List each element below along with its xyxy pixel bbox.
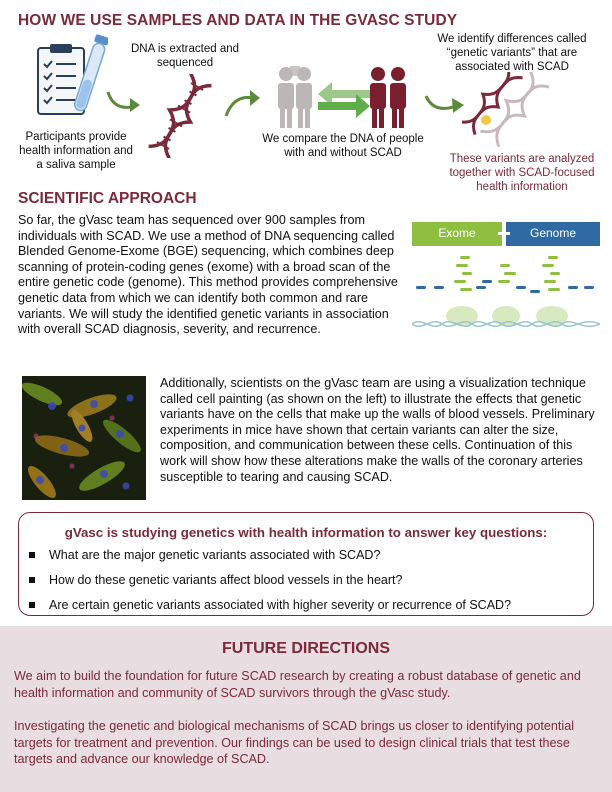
- approach-paragraph-2: Additionally, scientists on the gVasc team are using a visualization technique called cell painting (as shown on the left) to illustrate the effects that genetic variants have on the cells that make up the walls of blood vessels. Preliminary experiments in mice have shown that certain variants can alter the size, composition, and communication between these cells. Continuation of this work will show how these alterations make the walls of the coronary arteries susceptible to tearing and causing SCAD.: [160, 376, 595, 484]
- list-item: How do these genetic variants affect blood vessels in the heart?: [29, 573, 402, 587]
- future-paragraph-2: Investigating the genetic and biological mechanisms of SCAD brings us closer to identifying potential targets for treatment and prevention. Our findings can be used to design clinical trials that test these targets and advance our knowledge of SCAD.: [14, 719, 575, 766]
- key-questions-box: [18, 512, 594, 616]
- future-directions-section: [0, 626, 612, 792]
- step-identify-caption: We identify differences called “genetic variants” that are associated with SCAD: [437, 33, 587, 73]
- page-title: HOW WE USE SAMPLES AND DATA IN THE GVASC STUDY: [18, 12, 458, 29]
- arrow-icon: [104, 78, 144, 118]
- genome-label: Genome: [529, 226, 577, 240]
- list-item: What are the major genetic variants associated with SCAD?: [29, 548, 380, 562]
- step-dna-caption: DNA is extracted and sequenced: [130, 43, 240, 69]
- dna-icon: [462, 72, 572, 150]
- future-paragraph-1: We aim to build the foundation for future SCAD research by creating a robust database of genetic and health information and community of SCAD survivors through the gVasc study.: [14, 669, 581, 700]
- dna-icon: [140, 74, 220, 158]
- step-analyzed-caption: These variants are analyzed together with SCAD-focused health information: [449, 153, 595, 193]
- compare-arrows-icon: [316, 80, 372, 120]
- step-participants-caption: Participants provide health information and a saliva sample: [19, 131, 133, 171]
- bge-diagram: [412, 220, 600, 336]
- section-title-approach: SCIENTIFIC APPROACH: [18, 190, 197, 207]
- step-compare-caption: We compare the DNA of people with and without SCAD: [262, 133, 424, 159]
- future-title: FUTURE DIRECTIONS: [222, 640, 390, 657]
- key-questions-title: gVasc is studying genetics with health information to answer key questions:: [64, 525, 548, 540]
- test-tube-icon: [72, 30, 108, 122]
- arrow-icon: [224, 86, 264, 126]
- cell-painting-image: [22, 376, 146, 500]
- list-item: Are certain genetic variants associated with higher severity or recurrence of SCAD?: [29, 598, 511, 612]
- exome-label: Exome: [438, 226, 476, 240]
- approach-paragraph-1: So far, the gVasc team has sequenced over 900 samples from individuals with SCAD. We use a method of DNA sequencing called Blended Genome-Exome (BGE) sequencing, which combines deep scanning of protein-coding genes (exome) with a broad scan of the entire genetic code (genome). This method provides comprehensive genetic data from which we can identify both common and rare variants. We will study the identified genetic variants in association with overall SCAD diagnosis, severity, and recurrence.: [18, 213, 398, 337]
